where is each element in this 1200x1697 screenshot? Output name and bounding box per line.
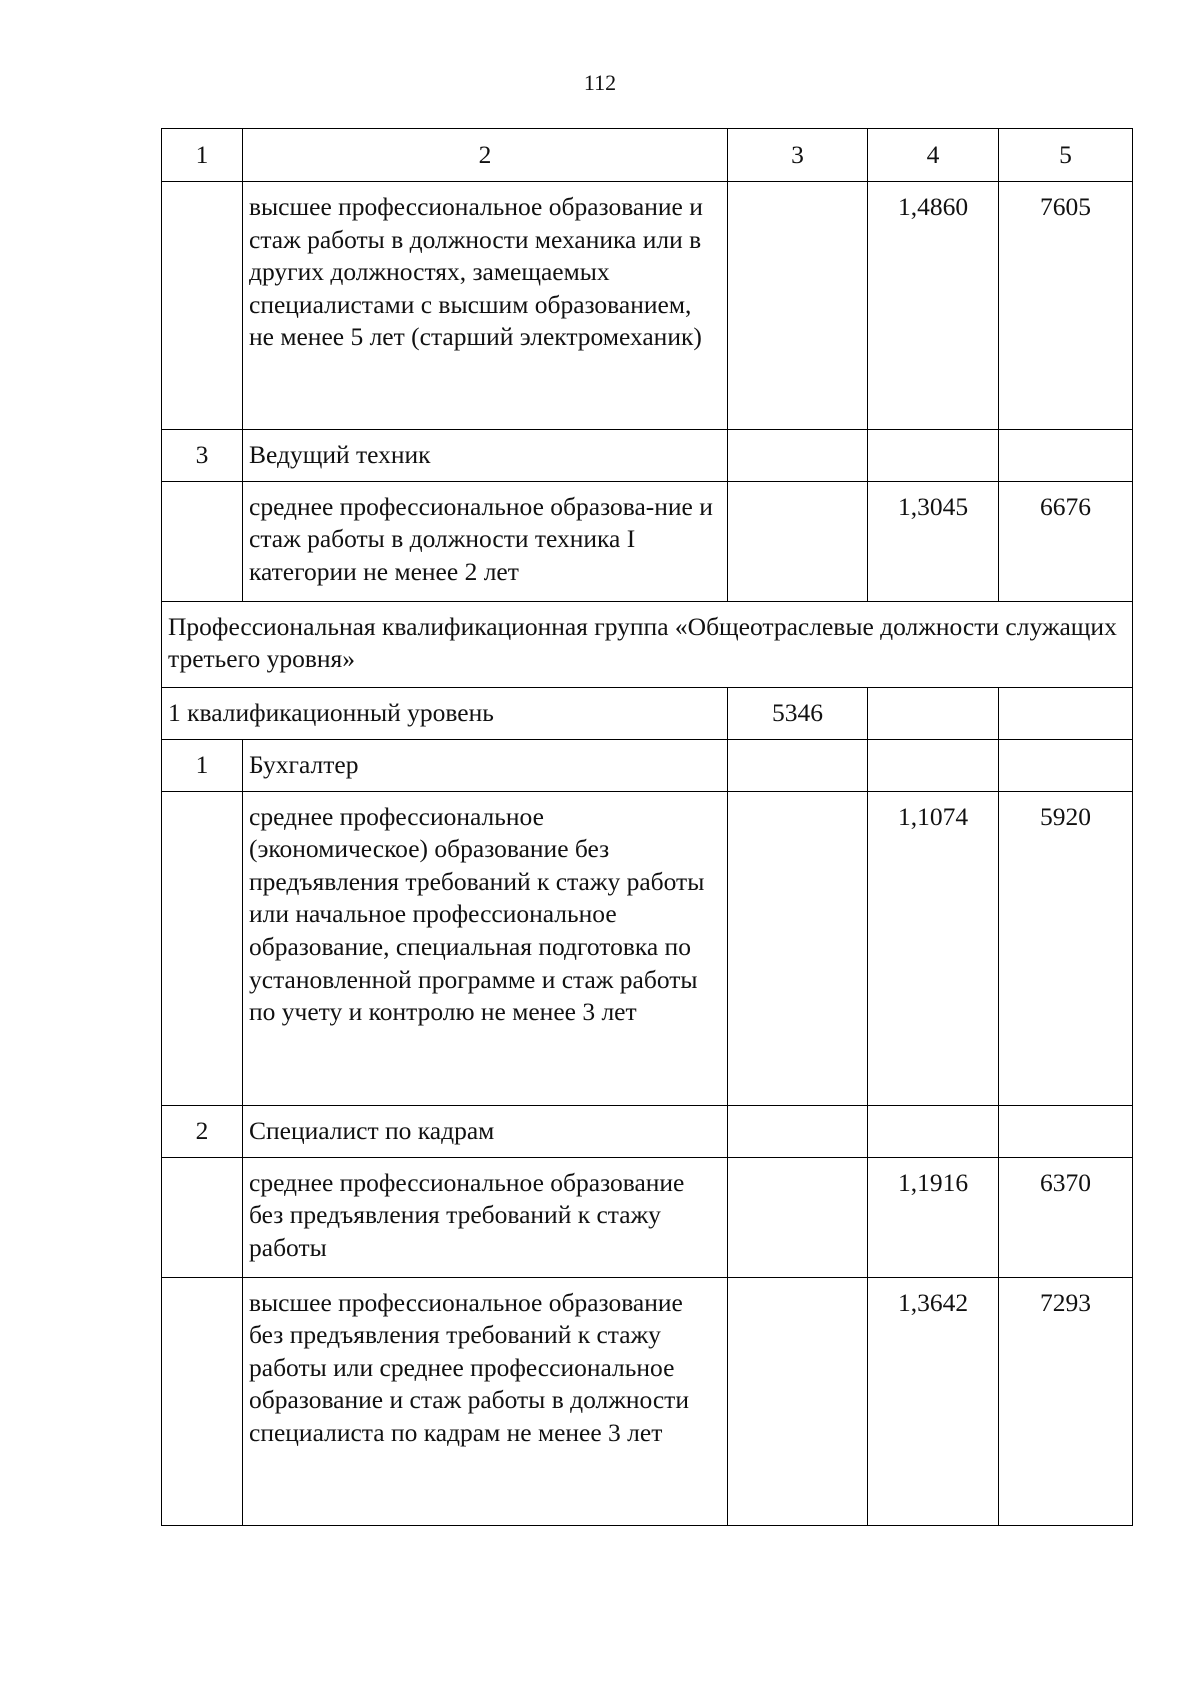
salary-cell: 6676 bbox=[999, 481, 1133, 601]
page-number: 112 bbox=[583, 70, 617, 95]
position-title: Специалист по кадрам bbox=[243, 1105, 728, 1157]
table-header-row bbox=[162, 129, 1133, 182]
base-salary-cell bbox=[728, 182, 868, 430]
base-salary-cell bbox=[728, 481, 868, 601]
salary-cell bbox=[999, 739, 1133, 791]
requirement-text: высшее профессиональное образование и стаж работы в должности механика или в других должностях, замещаемых специалистами с высшим образованием, не менее 5 лет (старший электромеханик) bbox=[243, 182, 728, 430]
table-row bbox=[162, 430, 1133, 482]
base-salary-cell bbox=[728, 430, 868, 482]
header-cell: 3 bbox=[728, 129, 868, 182]
coefficient-cell bbox=[868, 739, 999, 791]
salary-cell bbox=[999, 430, 1133, 482]
salary-cell: 7293 bbox=[999, 1277, 1133, 1525]
salary-cell: 6370 bbox=[999, 1157, 1133, 1277]
position-title: Бухгалтер bbox=[243, 739, 728, 791]
qualification-level: 1 квалификационный уровень bbox=[162, 687, 728, 739]
header-cell: 1 bbox=[162, 129, 243, 182]
coefficient-cell bbox=[868, 687, 999, 739]
coefficient-cell: 1,3642 bbox=[868, 1277, 999, 1525]
table-row bbox=[162, 687, 1133, 739]
base-salary-cell: 5346 bbox=[728, 687, 868, 739]
base-salary-cell bbox=[728, 791, 868, 1105]
coefficient-cell: 1,1074 bbox=[868, 791, 999, 1105]
row-number-cell bbox=[162, 1157, 243, 1277]
requirement-text: высшее профессиональное образование без предъявления требований к стажу работы или среднее профессиональное образование и стаж работы в должности специалиста по кадрам не менее 3 лет bbox=[243, 1277, 728, 1525]
table-row bbox=[162, 481, 1133, 601]
coefficient-cell: 1,3045 bbox=[868, 481, 999, 601]
table-row bbox=[162, 791, 1133, 1105]
requirement-text: среднее профессиональное (экономическое) образование без предъявления требований к стажу работы или начальное профессиональное образование, специальная подготовка по установленной программе и стаж работы по учету и контролю не менее 3 лет bbox=[243, 791, 728, 1105]
coefficient-cell: 1,4860 bbox=[868, 182, 999, 430]
table-row bbox=[162, 182, 1133, 430]
header-cell: 5 bbox=[999, 129, 1133, 182]
row-number-cell: 2 bbox=[162, 1105, 243, 1157]
row-number-cell: 1 bbox=[162, 739, 243, 791]
row-number-cell bbox=[162, 481, 243, 601]
header-cell: 4 bbox=[868, 129, 999, 182]
row-number-cell: 3 bbox=[162, 430, 243, 482]
coefficient-cell: 1,1916 bbox=[868, 1157, 999, 1277]
header-cell: 2 bbox=[243, 129, 728, 182]
base-salary-cell bbox=[728, 1157, 868, 1277]
salary-cell bbox=[999, 687, 1133, 739]
requirement-text: среднее профессиональное образование без предъявления требований к стажу работы bbox=[243, 1157, 728, 1277]
table-row bbox=[162, 601, 1133, 687]
table-row bbox=[162, 1157, 1133, 1277]
coefficient-cell bbox=[868, 1105, 999, 1157]
salary-cell: 7605 bbox=[999, 182, 1133, 430]
base-salary-cell bbox=[728, 1105, 868, 1157]
table-row bbox=[162, 1105, 1133, 1157]
coefficient-cell bbox=[868, 430, 999, 482]
salary-table bbox=[161, 128, 1133, 1526]
base-salary-cell bbox=[728, 1277, 868, 1525]
requirement-text: среднее профессиональное образова-ние и стаж работы в должности техника I категории не менее 2 лет bbox=[243, 481, 728, 601]
row-number-cell bbox=[162, 791, 243, 1105]
row-number-cell bbox=[162, 182, 243, 430]
position-title: Ведущий техник bbox=[243, 430, 728, 482]
salary-cell: 5920 bbox=[999, 791, 1133, 1105]
row-number-cell bbox=[162, 1277, 243, 1525]
qualification-group-title: Профессиональная квалификационная группа «Общеотраслевые должности служащих третьего уровня» bbox=[162, 601, 1133, 687]
table-row bbox=[162, 739, 1133, 791]
base-salary-cell bbox=[728, 739, 868, 791]
salary-cell bbox=[999, 1105, 1133, 1157]
table-row bbox=[162, 1277, 1133, 1525]
